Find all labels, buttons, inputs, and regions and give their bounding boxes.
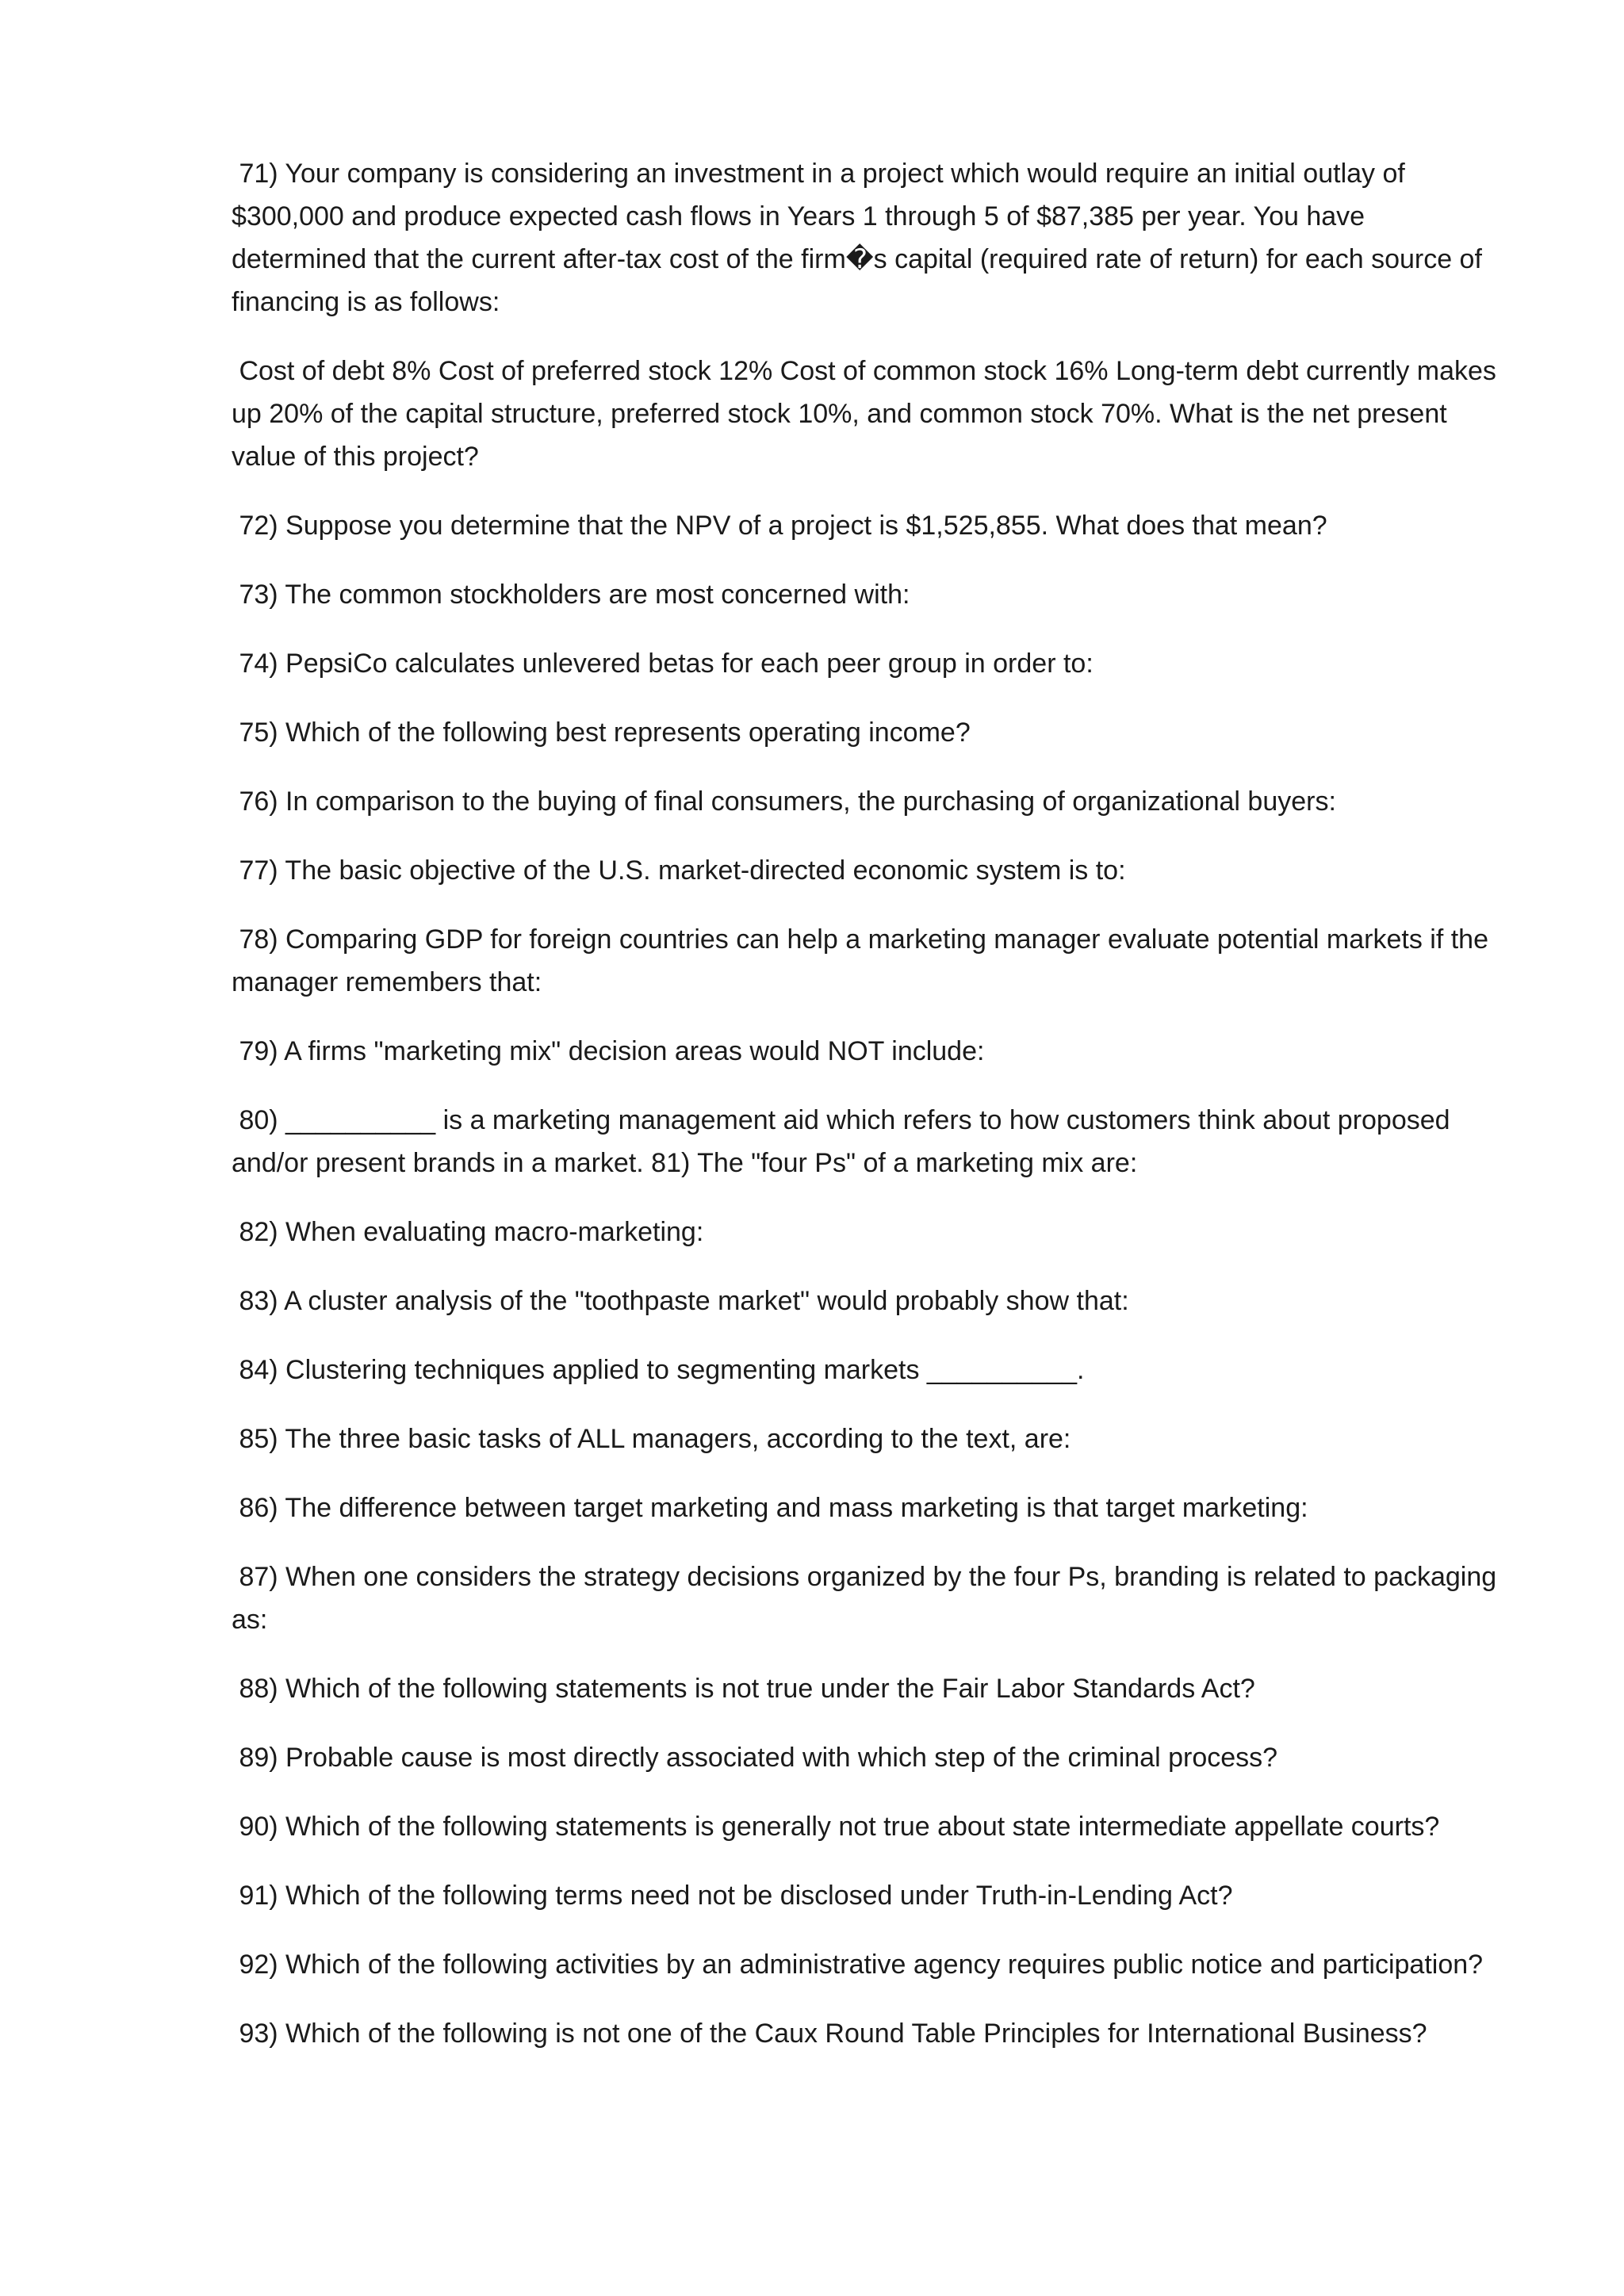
question-91: 91) Which of the following terms need not be disclosed under Truth-in-Lending Act?	[232, 1881, 1233, 1911]
question-84: 84) Clustering techniques applied to segmenting markets __________.	[232, 1355, 1085, 1385]
question-72: 72) Suppose you determine that the NPV of a project is $1,525,855. What does that mean?	[232, 511, 1327, 541]
question-71-details: Cost of debt 8% Cost of preferred stock 12% Cost of common stock 16% Long-term debt currently makes up 20% of the capital structure, preferred stock 10%, and common stock 70%. What is the net present value of this project?	[232, 356, 1504, 472]
question-73: 73) The common stockholders are most concerned with:	[232, 580, 910, 610]
question-76: 76) In comparison to the buying of final consumers, the purchasing of organizational buyers:	[232, 786, 1336, 817]
question-77: 77) The basic objective of the U.S. market-directed economic system is to:	[232, 855, 1126, 886]
question-79: 79) A firms "marketing mix" decision areas would NOT include:	[232, 1036, 985, 1066]
document-body	[232, 152, 1504, 2081]
question-90: 90) Which of the following statements is generally not true about state intermediate appellate courts?	[232, 1812, 1440, 1842]
question-86: 86) The difference between target marketing and mass marketing is that target marketing:	[232, 1493, 1308, 1523]
question-78: 78) Comparing GDP for foreign countries can help a marketing manager evaluate potential markets if the manager remembers that:	[232, 924, 1496, 997]
question-75: 75) Which of the following best represents operating income?	[232, 718, 971, 748]
question-83: 83) A cluster analysis of the "toothpaste market" would probably show that:	[232, 1286, 1129, 1316]
question-89: 89) Probable cause is most directly associated with which step of the criminal process?	[232, 1743, 1278, 1773]
question-85: 85) The three basic tasks of ALL managers, according to the text, are:	[232, 1424, 1071, 1454]
question-87: 87) When one considers the strategy decisions organized by the four Ps, branding is related to packaging as:	[232, 1562, 1504, 1635]
question-71: 71) Your company is considering an investment in a project which would require an initial outlay of $300,000 and produce expected cash flows in Years 1 through 5 of $87,385 per year. You have determined that the current after-tax cost of the firm�s capital (required rate of return) for each source of financing is as follows:	[232, 159, 1490, 317]
question-74: 74) PepsiCo calculates unlevered betas for each peer group in order to:	[232, 649, 1094, 679]
question-80-81: 80) __________ is a marketing management aid which refers to how customers think about proposed and/or present brands in a market. 81) The "four Ps" of a marketing mix are:	[232, 1105, 1458, 1178]
question-92: 92) Which of the following activities by an administrative agency requires public notice and participation?	[232, 1950, 1484, 1980]
question-88: 88) Which of the following statements is not true under the Fair Labor Standards Act?	[232, 1674, 1255, 1704]
question-93: 93) Which of the following is not one of the Caux Round Table Principles for International Business?	[232, 2019, 1427, 2049]
question-82: 82) When evaluating macro-marketing:	[232, 1217, 704, 1247]
